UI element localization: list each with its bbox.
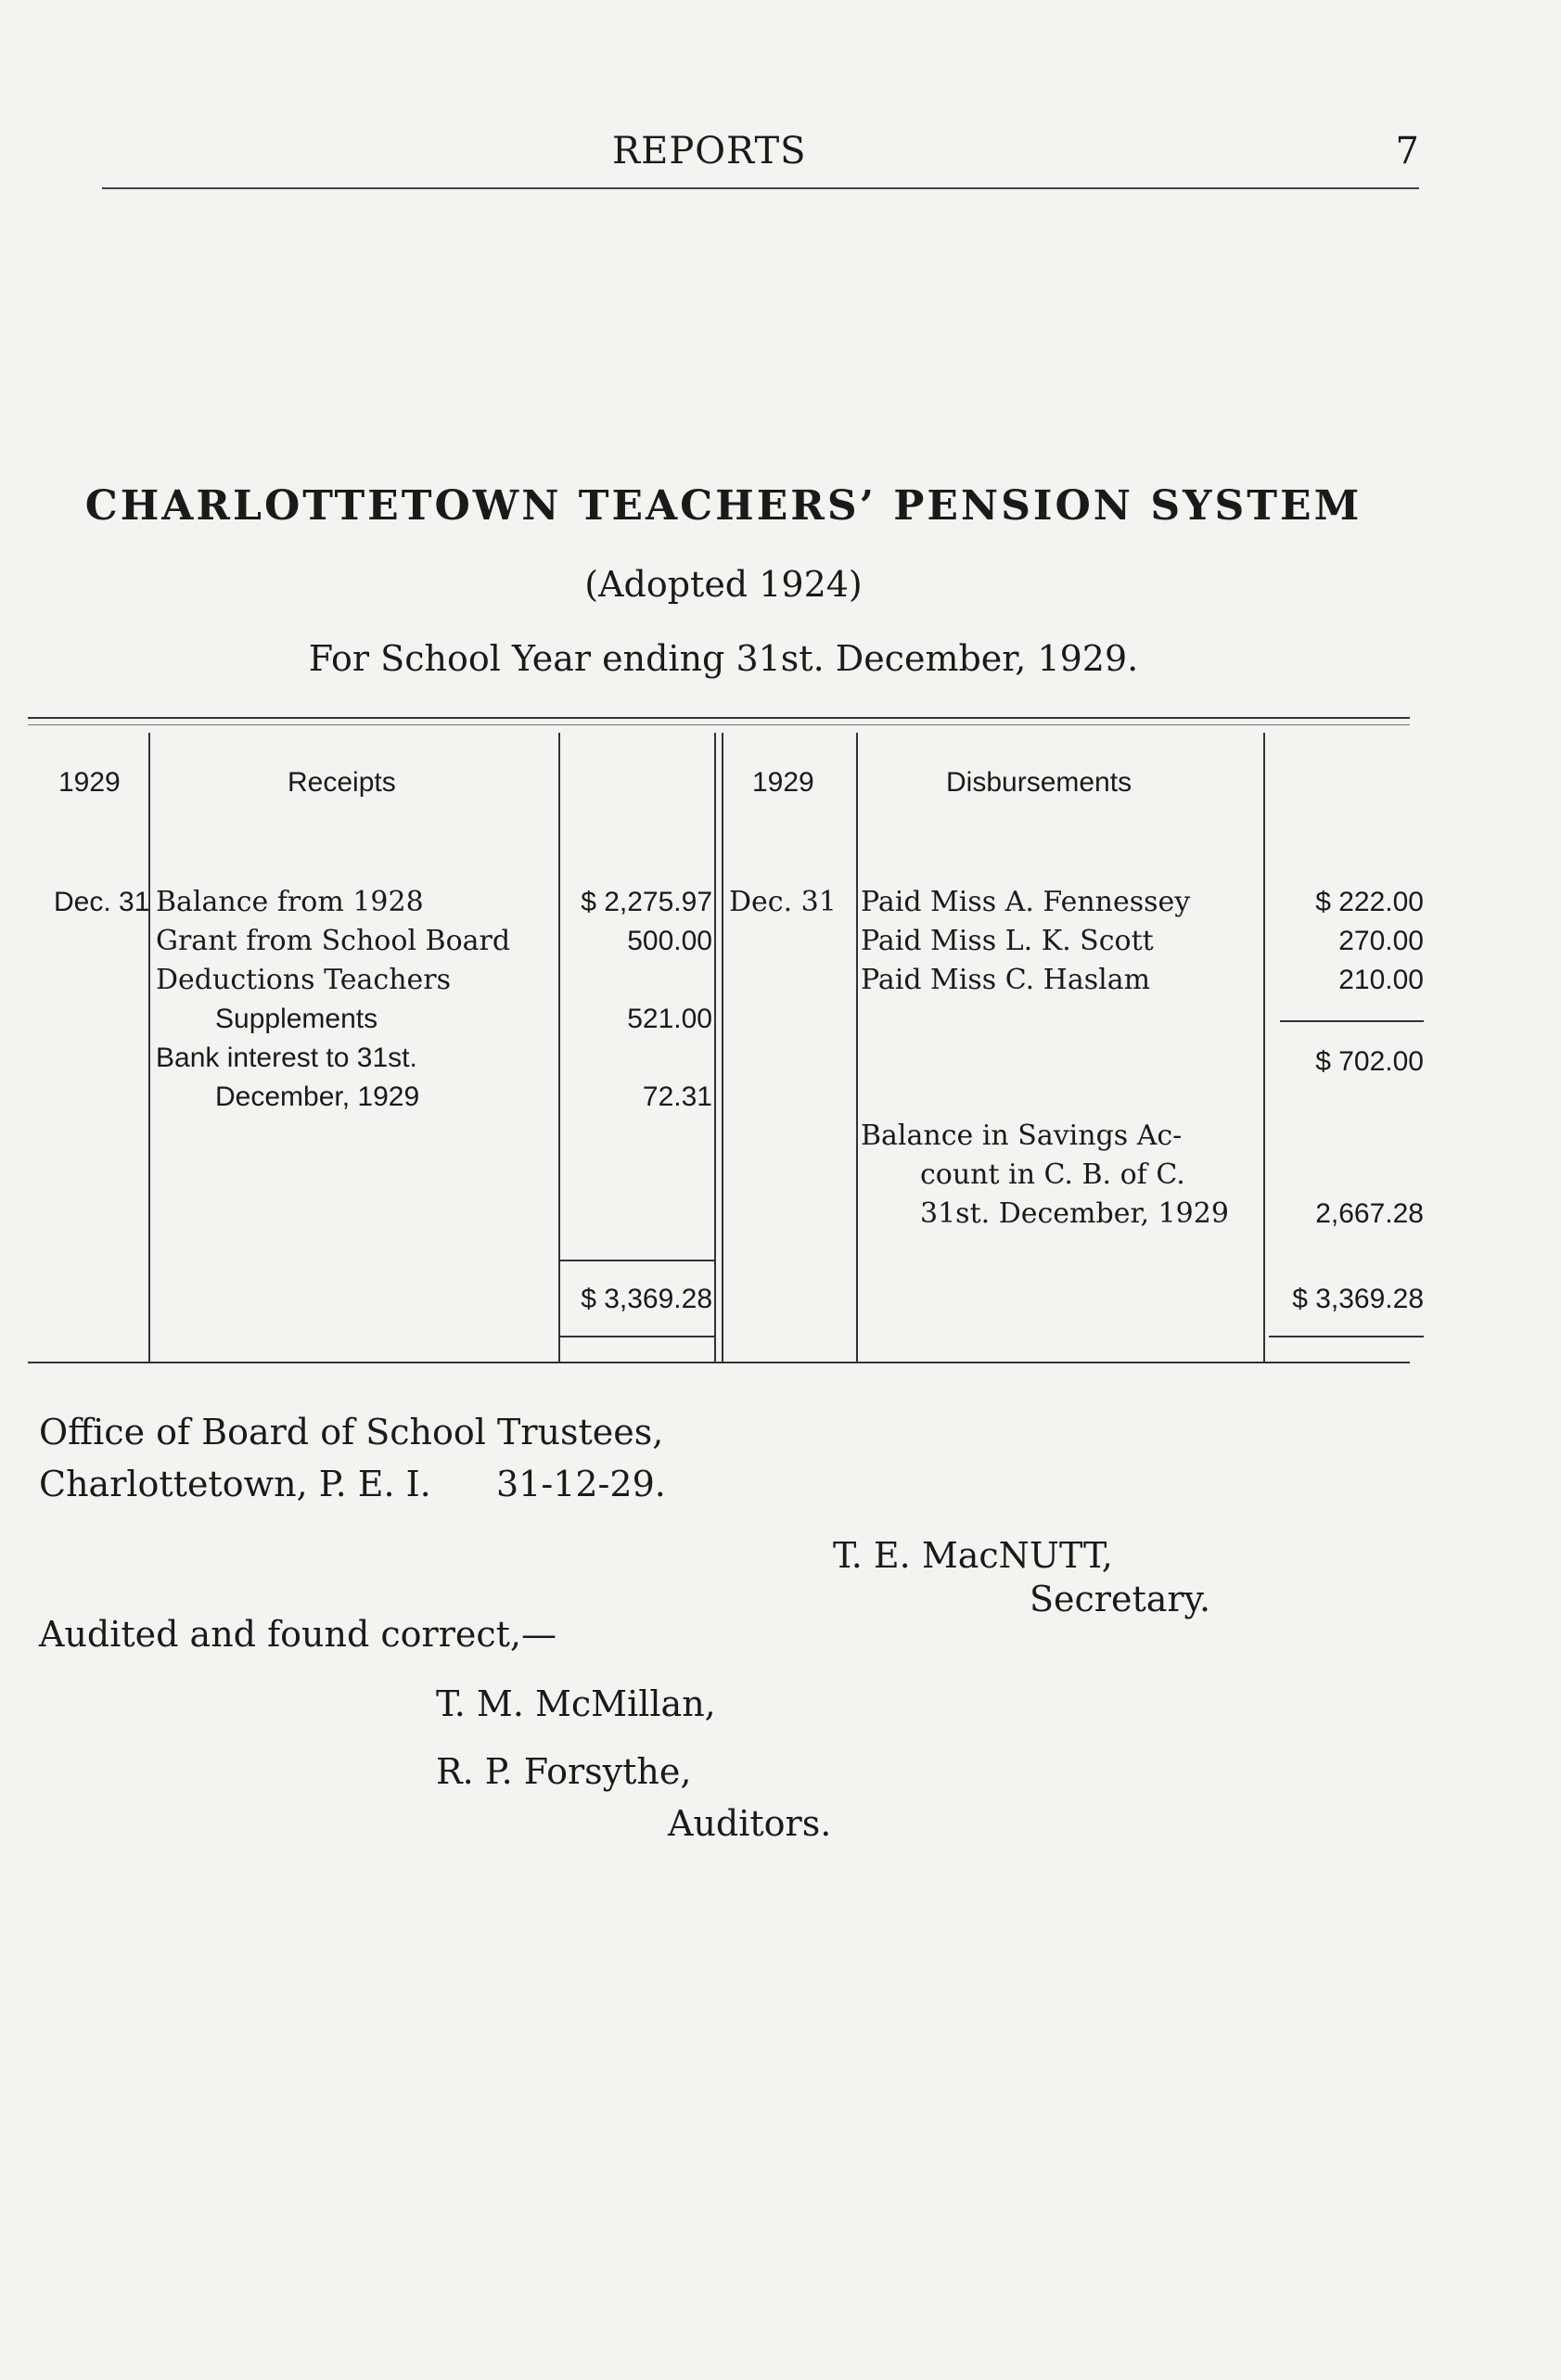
- report-subtitle: (Adopted 1924): [584, 564, 863, 605]
- balance-label-cont: 31st. December, 1929: [920, 1197, 1229, 1230]
- table-top-rule: [28, 717, 1410, 719]
- receipt-label: Deductions Teachers: [156, 964, 452, 996]
- disbursements-subtotal: $ 702.00: [1315, 1046, 1424, 1077]
- col-divider-amount-b: [722, 733, 723, 1363]
- running-head-title: REPORTS: [612, 130, 807, 173]
- auditor-2: R. P. Forsythe,: [436, 1751, 692, 1792]
- auditors-label: Auditors.: [668, 1803, 832, 1844]
- auditor-1: T. M. McMillan,: [436, 1683, 716, 1724]
- header-disbursements: Disbursements: [946, 767, 1132, 798]
- disbursement-amount: $ 222.00: [1315, 887, 1424, 917]
- disbursements-total: $ 3,369.28: [1292, 1284, 1424, 1314]
- secretary-name: T. E. MacNUTT,: [833, 1535, 1113, 1576]
- receipt-label: Bank interest to 31st.: [156, 1043, 417, 1073]
- disbursement-amount: 270.00: [1338, 926, 1424, 956]
- table-bottom-rule: [28, 1362, 1410, 1363]
- receipts-total-rule-top: [560, 1260, 714, 1261]
- header-year-left: 1929: [58, 767, 121, 798]
- receipts-total-rule-bottom: [560, 1336, 714, 1337]
- col-divider-date: [148, 733, 150, 1363]
- col-divider-date-right: [856, 733, 858, 1363]
- office-date: 31-12-29.: [496, 1464, 666, 1504]
- disbursement-label: Paid Miss L. K. Scott: [861, 925, 1154, 957]
- page-number: 7: [1395, 130, 1419, 173]
- receipt-amount: 500.00: [627, 926, 712, 956]
- report-period: For School Year ending 31st. December, 1929.: [308, 638, 1139, 679]
- table-top-rule-thin: [28, 724, 1410, 725]
- office-line-1: Office of Board of School Trustees,: [39, 1412, 664, 1452]
- header-receipts: Receipts: [288, 767, 396, 798]
- receipt-amount: 521.00: [627, 1004, 712, 1034]
- disbursements-subtotal-rule: [1280, 1020, 1424, 1022]
- receipt-amount: $ 2,275.97: [581, 887, 712, 917]
- audited-statement: Audited and found correct,—: [39, 1614, 557, 1655]
- balance-label-cont: count in C. B. of C.: [920, 1158, 1185, 1191]
- receipt-amount: 72.31: [642, 1081, 712, 1112]
- col-divider-amount-a: [714, 733, 716, 1363]
- running-head: [102, 130, 1419, 186]
- secretary-title: Secretary.: [1030, 1579, 1211, 1619]
- head-rule: [102, 187, 1419, 189]
- balance-amount: 2,667.28: [1315, 1198, 1424, 1229]
- balance-label: Balance in Savings Ac-: [861, 1120, 1183, 1152]
- report-title: CHARLOTTETOWN TEACHERS’ PENSION SYSTEM: [84, 482, 1363, 530]
- office-line-2: Charlottetown, P. E. I.: [39, 1464, 431, 1504]
- receipt-label: Grant from School Board: [156, 925, 511, 957]
- receipts-total: $ 3,369.28: [581, 1284, 712, 1314]
- disbursement-label: Paid Miss A. Fennessey: [861, 886, 1191, 918]
- receipt-label-cont: December, 1929: [215, 1081, 420, 1112]
- receipts-date: Dec. 31: [54, 887, 150, 917]
- disbursements-date: Dec. 31: [729, 886, 837, 918]
- disbursement-amount: 210.00: [1338, 965, 1424, 995]
- header-year-right: 1929: [752, 767, 814, 798]
- col-divider-receipts: [558, 733, 560, 1363]
- col-divider-disbursements: [1263, 733, 1265, 1363]
- disbursements-total-rule-bottom: [1269, 1336, 1424, 1337]
- receipt-label: Balance from 1928: [156, 886, 424, 918]
- disbursement-label: Paid Miss C. Haslam: [861, 964, 1151, 996]
- receipt-label-cont: Supplements: [215, 1004, 378, 1034]
